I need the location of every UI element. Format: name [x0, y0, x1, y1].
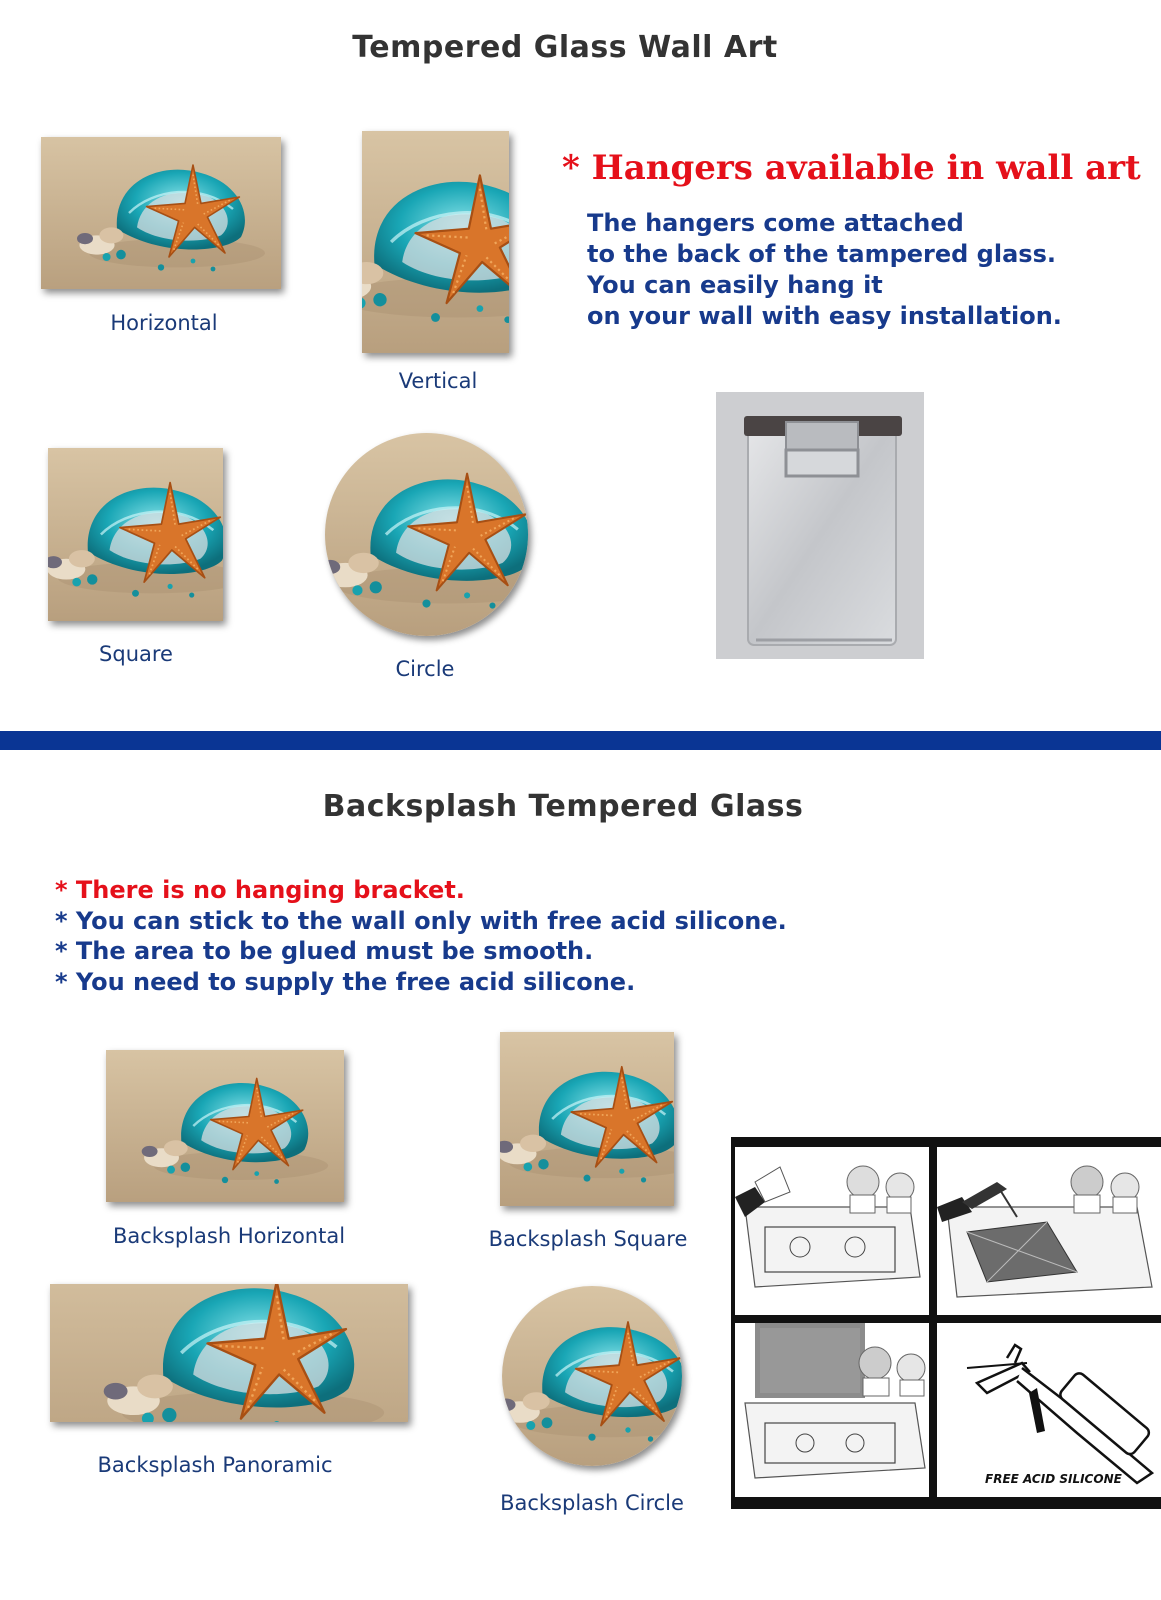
backsplash-notes: [55, 875, 787, 997]
caption-circle: Circle: [395, 657, 455, 681]
caption-backsplash-horizontal: Backsplash Horizontal: [112, 1224, 346, 1248]
hangers-line-4: on your wall with easy installation.: [587, 302, 1062, 330]
hangers-line-2: to the back of the tampered glass.: [587, 240, 1056, 268]
artwork-backsplash-horizontal: [106, 1050, 344, 1202]
caption-vertical: Vertical: [398, 369, 478, 393]
section1-title: Tempered Glass Wall Art: [352, 30, 778, 65]
installation-steps-illustration: [731, 1137, 1161, 1509]
note-silicone: * You can stick to the wall only with free acid silicone.: [55, 906, 787, 935]
note-no-bracket: * There is no hanging bracket.: [55, 876, 465, 904]
artwork-backsplash-panoramic: [50, 1284, 408, 1422]
hangers-title: * Hangers available in wall art: [562, 148, 1141, 188]
silicone-label: FREE ACID SILICONE: [985, 1472, 1122, 1486]
hanger-bracket-photo: [716, 392, 924, 659]
note-supply: * You need to supply the free acid silicone.: [55, 967, 636, 996]
step-panel-1: [735, 1147, 929, 1315]
artwork-vertical: [362, 131, 509, 353]
artwork-horizontal: [41, 137, 281, 289]
caulk-gun-icon: [937, 1323, 1161, 1497]
step-panel-3: [735, 1323, 929, 1497]
section-divider: [0, 731, 1161, 750]
artwork-backsplash-square: [500, 1032, 674, 1206]
hangers-description: [587, 208, 1147, 332]
step-panel-4: [937, 1323, 1161, 1497]
caption-backsplash-square: Backsplash Square: [488, 1227, 688, 1251]
artwork-backsplash-circle: [502, 1286, 682, 1466]
caption-backsplash-circle: Backsplash Circle: [500, 1491, 684, 1515]
caption-horizontal: Horizontal: [110, 311, 218, 335]
artwork-circle: [325, 433, 528, 636]
note-smooth: * The area to be glued must be smooth.: [55, 937, 594, 965]
hangers-line-3: You can easily hang it: [587, 271, 883, 299]
hangers-line-1: The hangers come attached: [587, 209, 964, 237]
artwork-square: [48, 448, 223, 621]
step-panel-2: [937, 1147, 1161, 1315]
caption-backsplash-panoramic: Backsplash Panoramic: [97, 1453, 333, 1477]
section2-title: Backsplash Tempered Glass: [322, 789, 804, 824]
caption-square: Square: [99, 642, 173, 666]
